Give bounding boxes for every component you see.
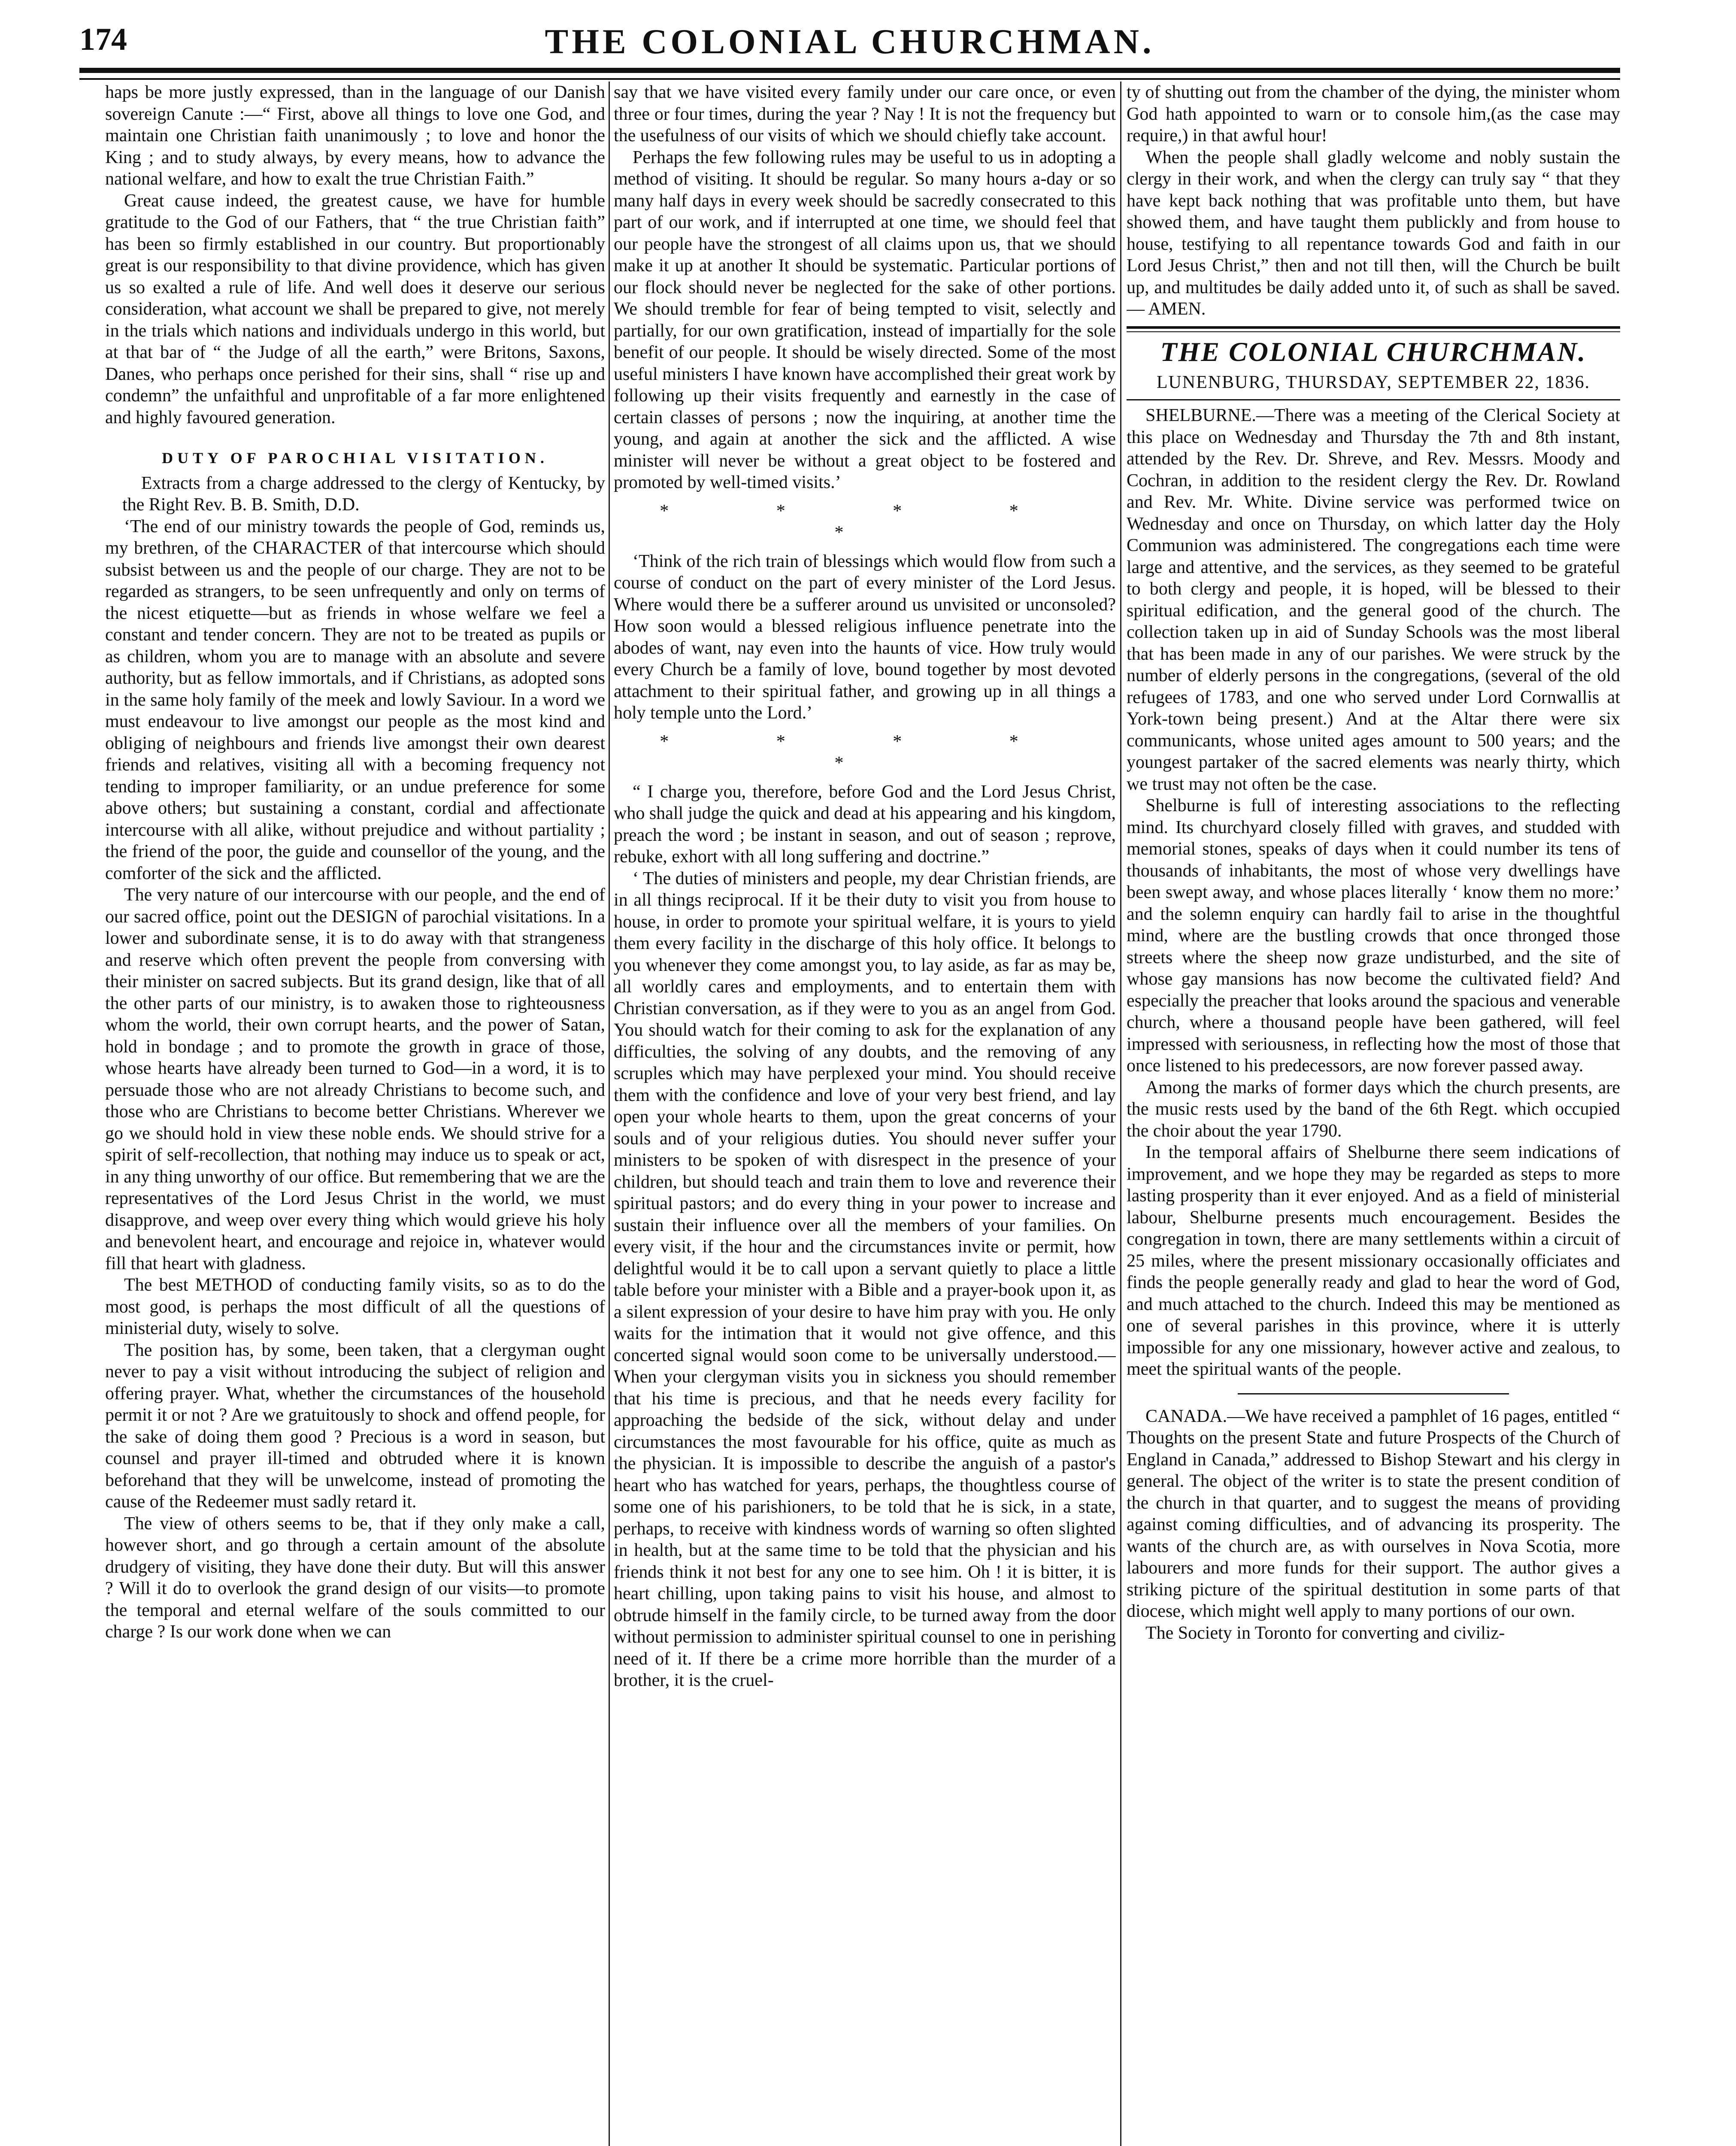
- editorial-masthead: THE COLONIAL CHURCHMAN.: [1160, 336, 1587, 367]
- column-left: [105, 82, 605, 2146]
- article-paragraph: ‘Think of the rich train of blessings which would flow from such a course of conduct on the part of every minister of the Lord Jesus. Where would there be a sufferer around us unvisited or unconsoled? How soon would a blessed religious influence penetrate into the abodes of want, nay even into the haunts of vice. How truly would every Church be a family of love, bound together by most devoted attachment to their spiritual father, and growing up in all things a holy temple unto the Lord.’: [614, 551, 1116, 723]
- article-paragraph: ‘ The duties of ministers and people, my dear Christian friends, are in all things reciprocal. If it be their duty to visit you from house to house, in order to promote your spiritual welfare, it is yours to yield them every facility in the discharge of this holy office. It belongs to you whenever they come amongst you, to lay aside, as far as may be, all worldly cares and employments, and to entertain them with Christian conversation, as if they were to you as an angel from God. You should watch for their coming to ask for the explanation of any difficulties, the solving of any doubts, and the removing of any scruples which may have perplexed your mind. You should receive them with the confidence and love of your very best friend, and lay open your whole hearts to them, upon the great concerns of your souls and of your religious duties. You should never suffer your ministers to be spoken of with disrespect in the presence of your children, but should teach and train them to love and reverence their spiritual pastors; and do every thing in your power to increase and sustain their influence over all the members of your families. On every visit, if the hour and the circumstances invite or permit, how delightful would it be to call upon a servant quietly to place a little table before your minister with a Bible and a prayer-book upon it, as a silent expression of your desire to have him pray with you. He only waits for the intimation that it would not give offence, and this concerted signal would soon come to be universally understood.—When your clergyman visits you in sickness you should remember that his time is precious, and that he needs every facility for approaching the bedside of the sick, without delay and under circumstances the most favourable for his office, quite as much as the physician. It is impossible to describe the anguish of a pastor's heart who has watched for years, perhaps, the thoughtless course of some one of his parishioners, to be told that he is sick, in a state, perhaps, to receive with kindness words of warning so often slighted in health, but at the same time to be told that the physician and his friends think it not best for any one to see him. Oh ! it is bitter, it is heart chilling, upon taking pains to visit his house, and almost to obtrude himself in the family circle, to be turned away from the door without permission to administer spiritual counsel to one in perishing need of it. If there be a crime more horrible than the murder of a brother, it is the cruel-: [614, 868, 1116, 1690]
- section-stars: * * * * *: [660, 731, 1070, 773]
- article-paragraph: Among the marks of former days which the church presents, are the music rests used by the band of the 6th Regt. which occupied the choir about the year 1790.: [1127, 1077, 1620, 1141]
- article-paragraph: Great cause indeed, the greatest cause, we have for humble gratitude to the God of our Fathers, that “ the true Christian faith” has been so firmly established in our country. But proportionably great is our responsibility to that divine providence, which has given us so exalted a rule of life. And well does it deserve our serious consideration, what account we shall be prepared to give, not merely in the trials which nations and individuals undergo in this world, but at that bar of “ the Judge of all the earth,” were Britons, Saxons, Danes, who perhaps once perished for their sins, shall “ rise up and condemn” the unfaithful and unprofitable of a far more enlightened and highly favoured generation.: [105, 191, 605, 427]
- article-paragraph: The position has, by some, been taken, that a clergyman ought never to pay a visit without introducing the subject of religion and offering prayer. What, whether the circumstances of the household permit it or not ? Are we gratuitously to shock and offend people, for the sake of doing them good ? Precious is a word in season, but counsel and prayer ill-timed and obtruded where it is known beforehand that they will be unwelcome, instead of promoting the cause of the Redeemer must sadly retard it.: [105, 1340, 605, 1512]
- section-subtitle: Extracts from a charge addressed to the clergy of Kentucky, by the Right Rev. B. B. Smith, D.D.: [122, 473, 605, 515]
- column-right: [1127, 82, 1620, 2146]
- column-divider-2: [1120, 82, 1121, 2146]
- article-paragraph: ‘The end of our ministry towards the people of God, reminds us, my brethren, of the CHARACTER of that intercourse which should subsist between us and the people of our charge. They are not to be regarded as strangers, to be seen unfrequently and only on terms of the nicest etiquette—but as friends in whose welfare we feel a constant and tender concern. They are not to be treated as pupils or as children, whom you are to manage with an absolute and severe authority, but as fellow immortals, and if Christians, as adopted sons in the same holy family of the meek and lowly Saviour. In a word we must endeavour to live amongst our people as the most kind and obliging of neighbours and friends live amongst their own dearest friends and relatives, visiting all with a becoming frequency not tending to improper familiarity, or an undue preference for some above others; but sustaining a constant, cordial and affectionate intercourse with all alike, without prejudice and without partiality ; the friend of the poor, the guide and counsellor of the young, and the comforter of the sick and the afflicted.: [105, 516, 605, 883]
- article-paragraph: haps be more justly expressed, than in the language of our Danish sovereign Canute :—“ First, above all things to love one God, and maintain one Christian faith unanimously ; to love and honor the King ; and to study always, by every means, how to advance the national welfare, and how to exalt the true Christian Faith.”: [105, 82, 605, 189]
- article-paragraph: CANADA.—We have received a pamphlet of 16 pages, entitled “ Thoughts on the present State and future Prospects of the Church of England in Canada,” addressed to Bishop Stewart and his clergy in general. The object of the writer is to state the present condition of the church in that quarter, and to suggest the means of providing against coming difficulties, and of advancing its prosperity. The wants of the church are, as with ourselves in Nova Scotia, more labourers and more funds for their support. The author gives a striking picture of the spiritual destitution in some parts of that diocese, which might well apply to many portions of our own.: [1127, 1406, 1620, 1621]
- article-paragraph: In the temporal affairs of Shelburne there seem indications of improvement, and we hope they may be regarded as steps to more lasting prosperity than it ever enjoyed. And as a field of ministerial labour, Shelburne presents much encouragement. Besides the congregation in town, there are many settlements within a circuit of 25 miles, where the present missionary occasionally officiates and finds the people generally ready and glad to hear the word of God, and much attached to the church. Indeed this may be mentioned as one of several parishes in this province, where it is utterly impossible for any one missionary, however active and zealous, to meet the spiritual wants of the people.: [1127, 1143, 1620, 1379]
- article-paragraph: The Society in Toronto for converting and civiliz-: [1145, 1623, 1505, 1643]
- column-divider-1: [609, 82, 610, 2146]
- article-paragraph: The view of others seems to be, that if they only make a call, however short, and go through a certain amount of the absolute drudgery of visiting, they have done their duty. But will this answer ? Will it do to overlook the grand design of our visits—to promote the temporal and eternal welfare of the souls committed to our charge ? Is our work done when we can: [105, 1513, 605, 1642]
- article-paragraph: “ I charge you, therefore, before God and the Lord Jesus Christ, who shall judge the quick and dead at his appearing and his kingdom, preach the word ; be instant in season, and out of season ; reprove, rebuke, exhort with all long suffering and doctrine.”: [614, 782, 1116, 867]
- page-header: [79, 21, 1620, 69]
- article-paragraph: When the people shall gladly welcome and nobly sustain the clergy in their work, and when the clergy can truly say “ that they have kept back nothing that was profitable unto them, but have showed them, and have taught them publickly and from house to house, testifying to all repentance towards God and faith in our Lord Jesus Christ,” then and not till then, will the Church be built up, and multitudes be daily added unto it, of such as shall be saved.— AMEN.: [1127, 147, 1620, 319]
- section-title: DUTY OF PAROCHIAL VISITATION.: [162, 449, 548, 467]
- section-stars: * * * * *: [660, 501, 1070, 543]
- article-paragraph: say that we have visited every family under our care once, or even three or four times, during the year ? Nay ! It is not the frequency but the usefulness of our visits of which we should chiefly take account.: [614, 82, 1116, 145]
- masthead-rule: [1127, 399, 1620, 400]
- dateline: LUNENBURG, THURSDAY, SEPTEMBER 22, 1836.: [1156, 372, 1591, 392]
- article-paragraph: The best METHOD of conducting family visits, so as to do the most good, is perhaps the most difficult of all the questions of ministerial duty, wisely to solve.: [105, 1275, 605, 1338]
- masthead-rule: [1127, 326, 1620, 332]
- header-rule-thick: [79, 68, 1620, 73]
- article-paragraph: ty of shutting out from the chamber of the dying, the minister whom God hath appointed to warn or to console him,(as the case may require,) in that awful hour!: [1127, 82, 1620, 145]
- article-paragraph: Shelburne is full of interesting associations to the reflecting mind. Its churchyard closely filled with graves, and studded with memorial stones, speaks of days when it could number its tens of thousands of inhabitants, the most of whose very dwellings have been swept away, and whose places literally ‘ know them no more:’ and the solemn enquiry can hardly fail to arise in the thoughtful mind, where are the bustling crowds that once thronged those streets where the sheep now graze undisturbed, and the site of whose gay mansions has now become the cultivated field? And especially the preacher that looks around the spacious and venerable church, where a thousand people have been gathered, will feel impressed with seriousness, in reflecting how the most of those that once listened to his predecessors, are now forever passed away.: [1127, 796, 1620, 1076]
- section-divider: [1238, 1393, 1509, 1394]
- article-paragraph: Perhaps the few following rules may be useful to us in adopting a method of visiting. It should be regular. So many hours a-day or so many half days in every week should be sacredly consecrated to this part of our work, and if interrupted at one time, we should feel that our people have the strongest of all claims upon us, that we should make it up at another It should be systematic. Particular portions of our flock should never be neglected for the sake of other portions. We should tremble for fear of being tempted to visit, selectly and partially, for our own gratification, instead of impartially for the sole benefit of our people. It should be wisely directed. Some of the most useful ministers I have known have accomplished their great work by following up their visits frequently and earnestly in the case of certain classes of persons ; now the inquiring, at another time the young, and again at another the sick and the afflicted. A wise minister will never be without a great object to be fostered and promoted by well-timed visits.’: [614, 147, 1116, 492]
- column-middle: [614, 82, 1116, 2146]
- article-paragraph: SHELBURNE.—There was a meeting of the Clerical Society at this place on Wednesday and Thursday the 7th and 8th instant, attended by the Rev. Dr. Shreve, and Rev. Messrs. Moody and Cochran, in addition to the resident clergy the Rev. Dr. Rowland and Rev. Mr. White. Divine service was performed twice on Wednesday and once on Thursday, on which latter day the Holy Communion was administered. The congregations each time were large and attentive, and the services, as they seemed to be grateful to both clergy and people, it is hoped, will be blessed to their spiritual edification, and the general good of the church. The collection taken up in aid of Sunday Schools was the most liberal that has been made in any of our parishes. We were struck by the number of elderly persons in the congregations, (several of the old refugees of 1783, and one who served under Lord Cornwallis at York-town being present.) And at the Altar there were six communicants, whose united ages amount to 500 years; and the youngest partaker of the sacred elements was nearly thirty, which we trust may not often be the case.: [1127, 406, 1620, 794]
- article-paragraph: The very nature of our intercourse with our people, and the end of our sacred office, point out the DESIGN of parochial visitations. In a lower and subordinate sense, it is to do away with that strangeness and reserve which often prevent the people from conversing with their minister on sacred subjects. But its grand design, like that of all the other parts of our ministry, is to awaken those to righteousness whom the world, their own corrupt hearts, and the power of Satan, hold in bondage ; and to promote the growth in grace of those, whose hearts have already been turned to God—in a word, it is to persuade those who are not already Christians to become such, and those who are Christians to become better Christians. Wherever we go we should hold in view these noble ends. We should strive for a spirit of self-recollection, that nothing may induce us to speak or act, in any thing unworthy of our office. But remembering that we are the representatives of the Lord Jesus Christ in the world, we must disapprove, and weep over every thing which would grieve his holy and benevolent heart, and encourage and rejoice in, whatever would fill that heart with gladness.: [105, 885, 605, 1273]
- header-rule-thin: [79, 78, 1620, 80]
- running-masthead: THE COLONIAL CHURCHMAN.: [545, 22, 1155, 61]
- page-number: 174: [79, 22, 127, 57]
